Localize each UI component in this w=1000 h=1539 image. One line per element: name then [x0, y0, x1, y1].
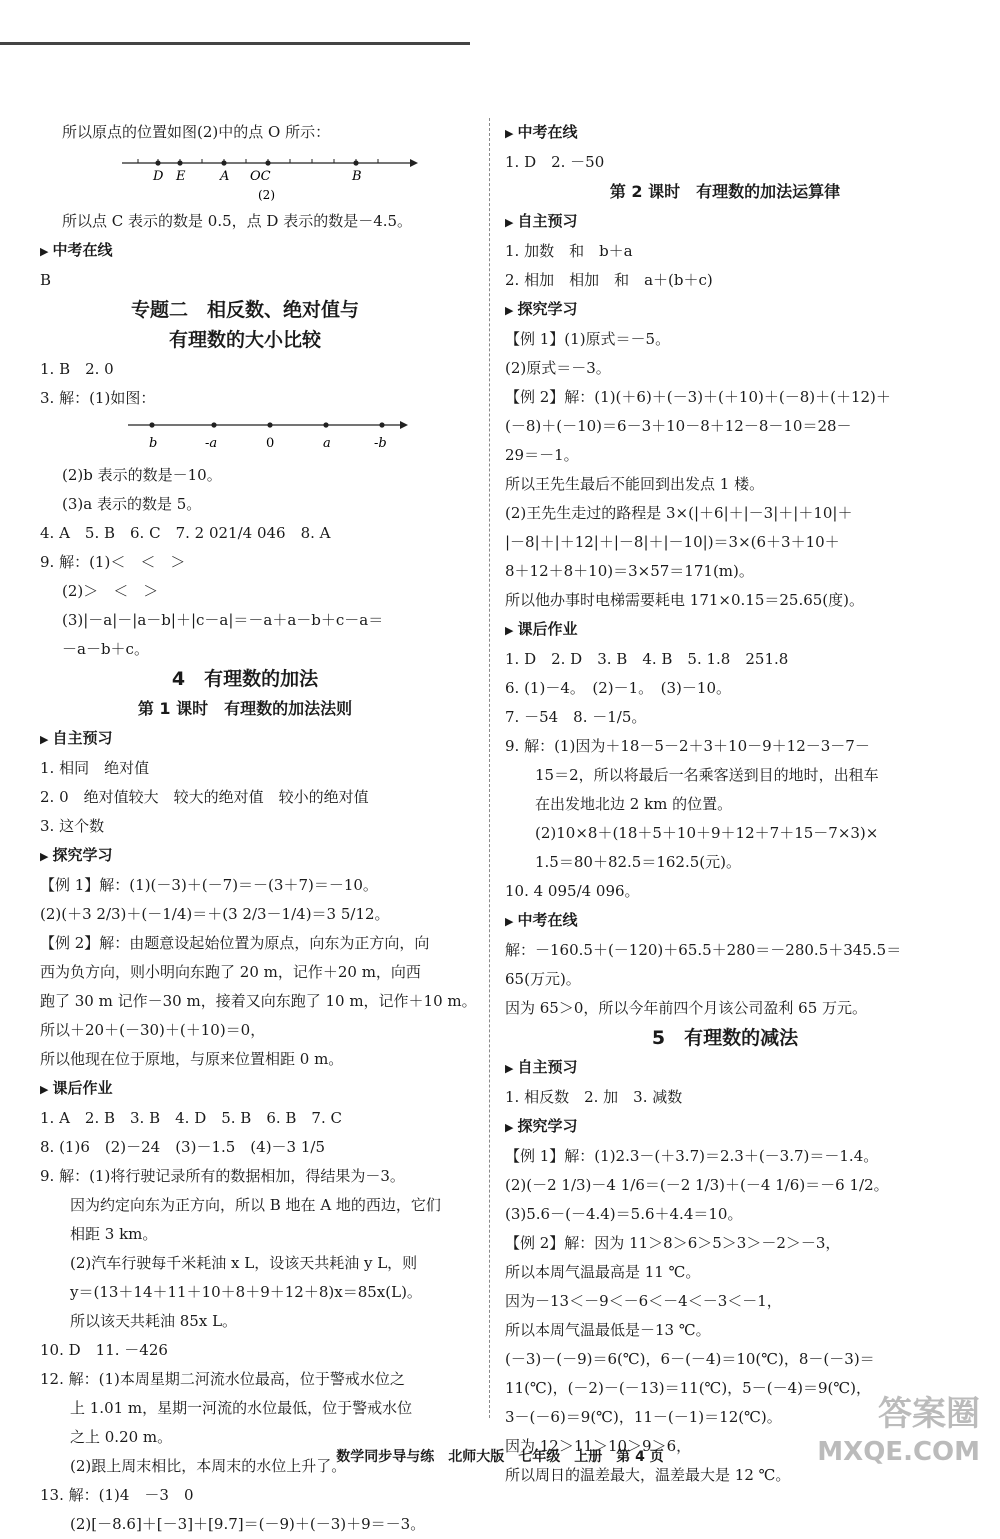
subsection-title: 第 2 课时 有理数的加法运算律: [609, 182, 841, 201]
page-footer: 数学同步导与练 北师大版 七年级 上册 第 4 页: [336, 1449, 664, 1465]
text-line: 1. 相反数 2. 加 3. 减数: [505, 1088, 683, 1106]
section-heading: ▶ 中考在线: [505, 906, 945, 936]
point-label: 0: [266, 436, 275, 451]
text-line: 9. 解：(1)＜ ＜ ＞: [40, 553, 186, 571]
text-line: 所以本周气温最低是－13 ℃。: [505, 1321, 711, 1339]
text-line: 【例 2】解：由题意设起始位置为原点，向东为正方向，向: [40, 934, 430, 952]
text-line: (2)10×8＋(18＋5＋10＋9＋12＋7＋15－7×3)×: [535, 824, 879, 842]
text-line: 1. A 2. B 3. B 4. D 5. B 6. B 7. C: [40, 1109, 342, 1127]
watermark-title: 答案圈: [878, 1394, 980, 1434]
number-line-2: [40, 147, 450, 207]
text-line: 2. 相加 相加 和 a＋(b＋c): [505, 271, 713, 289]
text-line: 1. D 2. －50: [505, 153, 605, 171]
point-label: -a: [205, 436, 218, 451]
text-line: 【例 1】解：(1)2.3－(＋3.7)＝2.3＋(－3.7)＝－1.4。: [505, 1147, 879, 1165]
text-line: 所以本周气温最高是 11 ℃。: [505, 1263, 701, 1281]
figure-caption: (2): [258, 188, 275, 202]
lesson-title: 4 有理数的加法: [171, 668, 319, 690]
text-line: (3)5.6－(－4.4)＝5.6＋4.4＝10。: [505, 1205, 743, 1223]
text-line: (2)(＋3 2/3)＋(－1/4)＝＋(3 2/3－1/4)＝3 5/12。: [40, 905, 390, 923]
section-heading: ▶ 中考在线: [40, 236, 450, 266]
section-heading: ▶ 自主预习: [505, 207, 945, 237]
topic-title: 有理数的大小比较: [168, 329, 321, 351]
text-line: 所以王先生最后不能回到出发点 1 楼。: [505, 475, 765, 493]
text-line: 29＝－1。: [505, 446, 579, 464]
section-heading: ▶ 探究学习: [505, 1112, 945, 1142]
text-line: 所以他办事时电梯需要耗电 171×0.15＝25.65(度)。: [505, 591, 865, 609]
text-line: 因为 12＞11＞10＞9＞6，: [505, 1437, 692, 1455]
text-line: 3. 这个数: [40, 817, 105, 835]
topic-title: 专题二 相反数、绝对值与: [130, 299, 359, 321]
text-line: 15＝2，所以将最后一名乘客送到目的地时，出租车: [535, 766, 879, 784]
watermark: [817, 1395, 980, 1471]
lesson-title: 5 有理数的减法: [651, 1027, 799, 1049]
text-line: 因为－13＜－9＜－6＜－4＜－3＜－1，: [505, 1292, 782, 1310]
section-heading: ▶ 课后作业: [40, 1074, 450, 1104]
point-label: -b: [374, 436, 387, 451]
section-heading: ▶ 课后作业: [505, 615, 945, 645]
number-line-svg: [40, 413, 440, 461]
text-line: 所以他现在位于原地，与原来位置相距 0 m。: [40, 1050, 344, 1068]
text-line: 3. 解：(1)如图：: [40, 389, 156, 407]
text-line: (－8)＋(－10)＝6－3＋10－8＋12－8－10＝28－: [505, 417, 852, 435]
text-line: 13. 解：(1)4 －3 0: [40, 1486, 194, 1504]
text-line: (3)|－a|－|a－b|＋|c－a|＝－a＋a－b＋c－a＝: [62, 611, 384, 629]
text-line: 10. D 11. －426: [40, 1341, 168, 1359]
text-line: |－8|＋|＋12|＋|－8|＋|－10|)＝3×(6＋3＋10＋: [505, 533, 840, 551]
text-line: 1. B 2. 0: [40, 360, 114, 378]
text-line: (2)(－2 1/3)－4 1/6＝(－2 1/3)＋(－4 1/6)＝－6 1/2。: [505, 1176, 889, 1194]
text-line: 所以点 C 表示的数是 0.5，点 D 表示的数是－4.5。: [62, 212, 413, 230]
subsection-title: 第 1 课时 有理数的加法法则: [137, 699, 353, 718]
text-line: 所以该天共耗油 85x L。: [70, 1312, 238, 1330]
text-line: 1. D 2. D 3. B 4. B 5. 1.8 251.8: [505, 650, 789, 668]
text-line: 解：－160.5＋(－120)＋65.5＋280＝－280.5＋345.5＝: [505, 941, 902, 959]
text-line: 1. 加数 和 b＋a: [505, 242, 633, 260]
left-column: [40, 118, 477, 1539]
point-label: a: [323, 436, 331, 451]
text-line: 因为 65＞0，所以今年前四个月该公司盈利 65 万元。: [505, 999, 868, 1017]
point-label: B: [352, 169, 362, 184]
text-line: 10. 4 095/4 096。: [505, 882, 640, 900]
text-line: 7. －54 8. －1/5。: [505, 708, 647, 726]
text-line: 4. A 5. B 6. C 7. 2 021/4 046 8. A: [40, 524, 331, 542]
number-line-ab: [40, 413, 450, 461]
section-heading: ▶ 探究学习: [40, 841, 450, 871]
text-line: 相距 3 km。: [70, 1225, 158, 1243]
text-line: 1. 相同 绝对值: [40, 759, 150, 777]
text-line: 所以原点的位置如图(2)中的点 O 所示：: [62, 123, 331, 141]
text-line: 8＋12＋8＋10)＝3×57＝171(m)。: [505, 562, 754, 580]
text-line: 3－(－6)＝9(℃)，11－(－1)＝12(℃)。: [505, 1408, 782, 1426]
text-line: 上 1.01 m，星期一河流的水位最低，位于警戒水位: [70, 1399, 413, 1417]
text-line: 2. 0 绝对值较大 较大的绝对值 较小的绝对值: [40, 788, 369, 806]
text-line: 【例 1】解：(1)(－3)＋(－7)＝－(3＋7)＝－10。: [40, 876, 378, 894]
watermark-url: MXQE.COM: [817, 1437, 980, 1467]
text-line: (2)[－8.6]＋[－3]＋[9.7]＝(－9)＋(－3)＋9＝－3。: [70, 1515, 426, 1533]
text-line: 65(万元)。: [505, 970, 581, 988]
text-line: －a－b＋c。: [62, 640, 149, 658]
text-line: (2)跟上周末相比，本周末的水位上升了。: [70, 1457, 347, 1475]
text-line: y＝(13＋14＋11＋10＋8＋9＋12＋8)x＝85x(L)。: [70, 1283, 422, 1301]
text-line: 9. 解：(1)因为＋18－5－2＋3＋10－9＋12－3－7－: [505, 737, 870, 755]
text-line: 8. (1)6 (2)－24 (3)－1.5 (4)－3 1/5: [40, 1138, 326, 1156]
point-label: A: [220, 169, 230, 184]
text-line: 【例 2】解：(1)(＋6)＋(－3)＋(＋10)＋(－8)＋(＋12)＋: [505, 388, 891, 406]
point-label: OC: [250, 169, 271, 184]
text-line: 西为负方向，则小明向东跑了 20 m，记作＋20 m，向西: [40, 963, 421, 981]
text-line: (2)原式＝－3。: [505, 359, 611, 377]
text-line: (－3)－(－9)＝6(℃)，6－(－4)＝10(℃)，8－(－3)＝: [505, 1350, 875, 1368]
section-heading: ▶ 自主预习: [40, 724, 450, 754]
right-column: [505, 118, 945, 1490]
text-line: 9. 解：(1)将行驶记录所有的数据相加，得结果为－3。: [40, 1167, 405, 1185]
text-line: (2)王先生走过的路程是 3×(|＋6|＋|－3|＋|＋10|＋: [505, 504, 853, 522]
text-line: (2)汽车行驶每千米耗油 x L，设该天共耗油 y L，则: [70, 1254, 418, 1272]
point-label: E: [176, 169, 186, 184]
section-heading: ▶ 中考在线: [505, 118, 945, 148]
text-line: 所以＋20＋(－30)＋(＋10)＝0，: [40, 1021, 266, 1039]
text-line: 在出发地北边 2 km 的位置。: [535, 795, 733, 813]
section-heading: ▶ 探究学习: [505, 295, 945, 325]
text-line: 1.5＝80＋82.5＝162.5(元)。: [535, 853, 741, 871]
text-line: (2)＞ ＜ ＞: [62, 582, 159, 600]
text-line: 所以周日的温差最大，温差最大是 12 ℃。: [505, 1466, 791, 1484]
text-line: (2)b 表示的数是－10。: [62, 466, 222, 484]
text-line: (3)a 表示的数是 5。: [62, 495, 202, 513]
text-line: 之上 0.20 m。: [70, 1428, 173, 1446]
text-line: 跑了 30 m 记作－30 m，接着又向东跑了 10 m，记作＋10 m。: [40, 992, 477, 1010]
number-line-svg: [40, 147, 440, 207]
text-line: 【例 1】(1)原式＝－5。: [505, 330, 671, 348]
text-line: 因为约定向东为正方向，所以 B 地在 A 地的西边，它们: [70, 1196, 441, 1214]
text-line: 【例 2】解：因为 11＞8＞6＞5＞3＞－2＞－3，: [505, 1234, 841, 1252]
text-line: B: [40, 271, 52, 289]
text-line: 6. (1)－4。 (2)－1。 (3)－10。: [505, 679, 731, 697]
text-line: 12. 解：(1)本周星期二河流水位最高，位于警戒水位之: [40, 1370, 405, 1388]
text-line: 11(℃)，(－2)－(－13)＝11(℃)，5－(－4)＝9(℃)，: [505, 1379, 871, 1397]
column-divider: [489, 118, 490, 1418]
section-heading: ▶ 自主预习: [505, 1053, 945, 1083]
top-rule: [0, 42, 470, 45]
point-label: D: [153, 169, 164, 184]
point-label: b: [149, 436, 158, 451]
